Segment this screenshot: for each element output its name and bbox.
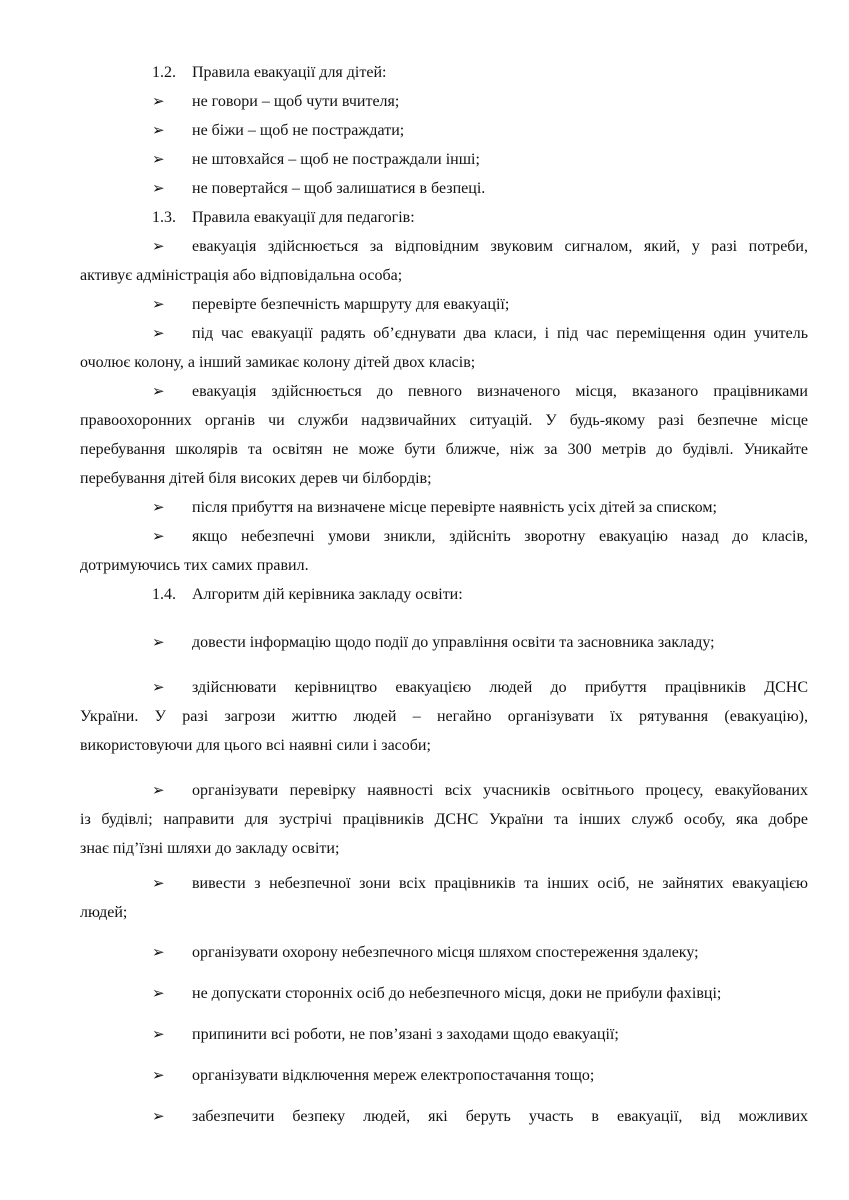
arrow-bullet-icon: ➢	[152, 500, 165, 516]
arrow-bullet-icon: ➢	[152, 239, 165, 255]
arrow-bullet-icon: ➢	[152, 181, 165, 197]
arrow-bullet-icon: ➢	[152, 945, 165, 961]
list-item-text: організувати охорону небезпечного місця шляхом спостереження здалеку;	[192, 944, 699, 961]
list-item-text: організувати відключення мереж електропостачання тощо;	[192, 1067, 595, 1084]
list-item-text: евакуація здійснюється до певного визначеного місця, вказаного працівниками	[192, 383, 808, 400]
list-item	[0, 91, 849, 113]
section-title: Правила евакуації для педагогів:	[192, 209, 415, 226]
list-item-text: забезпечити безпеку людей, які беруть участь в евакуації, від можливих	[192, 1108, 808, 1125]
arrow-bullet-icon: ➢	[152, 152, 165, 168]
arrow-bullet-icon: ➢	[152, 986, 165, 1002]
list-item-text: під час евакуації радять об’єднувати два класи, і під час переміщення один учитель	[192, 325, 808, 342]
list-item-continuation: дотримуючись тих самих правил.	[80, 557, 309, 574]
arrow-bullet-icon: ➢	[152, 529, 165, 545]
list-item	[0, 1106, 849, 1128]
list-item	[0, 942, 849, 964]
list-item	[0, 780, 849, 802]
list-item-continuation: активує адміністрація або відповідальна особа;	[80, 267, 403, 284]
arrow-bullet-icon: ➢	[152, 1068, 165, 1084]
list-item	[0, 323, 849, 345]
list-item	[0, 983, 849, 1005]
list-item	[0, 120, 849, 142]
list-item	[0, 1065, 849, 1087]
list-item	[0, 149, 849, 171]
list-item-text: після прибуття на визначене місце перевірте наявність усіх дітей за списком;	[192, 499, 717, 516]
list-item	[0, 1024, 849, 1046]
list-item	[0, 294, 849, 316]
list-item-text: не допускати сторонніх осіб до небезпечного місця, доки не прибули фахівці;	[192, 985, 722, 1002]
list-item-text: не повертайся – щоб залишатися в безпеці.	[192, 180, 486, 197]
list-item	[0, 526, 849, 548]
list-item	[0, 381, 849, 403]
arrow-bullet-icon: ➢	[152, 1027, 165, 1043]
section-heading-1-2	[0, 62, 849, 84]
list-item-text: не біжи – щоб не постраждати;	[192, 122, 405, 139]
list-item-continuation: України. У разі загрози життю людей – негайно організувати їх рятування (евакуацію),	[80, 708, 808, 725]
list-item-continuation: перебування школярів та освітян не може бути ближче, ніж за 300 метрів до будівлі. Уникайте	[80, 441, 808, 458]
section-heading-1-3	[0, 207, 849, 229]
list-item-text: здійснювати керівництво евакуацією людей до прибуття працівників ДСНС	[192, 679, 808, 696]
arrow-bullet-icon: ➢	[152, 123, 165, 139]
section-title: Правила евакуації для дітей:	[192, 64, 387, 81]
section-number: 1.2.	[152, 64, 176, 81]
list-item-continuation: із будівлі; направити для зустрічі працівників ДСНС України та інших служб особу, яка добре	[80, 811, 808, 828]
list-item-text: перевірте безпечність маршруту для евакуації;	[192, 296, 510, 313]
arrow-bullet-icon: ➢	[152, 297, 165, 313]
list-item-text: не говори – щоб чути вчителя;	[192, 93, 400, 110]
section-title: Алгоритм дій керівника закладу освіти:	[192, 586, 463, 603]
list-item	[0, 497, 849, 519]
arrow-bullet-icon: ➢	[152, 384, 165, 400]
list-item-continuation: людей;	[80, 904, 128, 921]
list-item-text: припинити всі роботи, не пов’язані з заходами щодо евакуації;	[192, 1026, 619, 1043]
section-heading-1-4	[0, 584, 849, 606]
arrow-bullet-icon: ➢	[152, 783, 165, 799]
list-item-text: довести інформацію щодо події до управління освіти та засновника закладу;	[192, 634, 715, 651]
arrow-bullet-icon: ➢	[152, 326, 165, 342]
section-number: 1.4.	[152, 586, 176, 603]
list-item	[0, 178, 849, 200]
list-item	[0, 632, 849, 654]
list-item	[0, 236, 849, 258]
arrow-bullet-icon: ➢	[152, 1109, 165, 1125]
list-item-continuation: перебування дітей біля високих дерев чи білбордів;	[80, 470, 432, 487]
arrow-bullet-icon: ➢	[152, 876, 165, 892]
list-item-continuation: правоохоронних органів чи служби надзвичайних ситуацій. У будь-якому разі безпечне місце	[80, 412, 808, 429]
section-number: 1.3.	[152, 209, 176, 226]
list-item-continuation: використовуючи для цього всі наявні сили і засоби;	[80, 737, 431, 754]
arrow-bullet-icon: ➢	[152, 94, 165, 110]
list-item-text: евакуація здійснюється за відповідним звуковим сигналом, який, у разі потреби,	[192, 238, 808, 255]
list-item-text: якщо небезпечні умови зникли, здійсніть зворотну евакуацію назад до класів,	[192, 528, 808, 545]
list-item-text: не штовхайся – щоб не постраждали інші;	[192, 151, 480, 168]
list-item-continuation: знає під’їзні шляхи до закладу освіти;	[80, 840, 340, 857]
list-item-text: організувати перевірку наявності всіх учасників освітнього процесу, евакуйованих	[192, 782, 808, 799]
arrow-bullet-icon: ➢	[152, 635, 165, 651]
arrow-bullet-icon: ➢	[152, 680, 165, 696]
list-item	[0, 677, 849, 699]
list-item-text: вивести з небезпечної зони всіх працівників та інших осіб, не зайнятих евакуацією	[192, 875, 808, 892]
list-item-continuation: очолює колону, а інший замикає колону дітей двох класів;	[80, 354, 476, 371]
list-item	[0, 873, 849, 895]
